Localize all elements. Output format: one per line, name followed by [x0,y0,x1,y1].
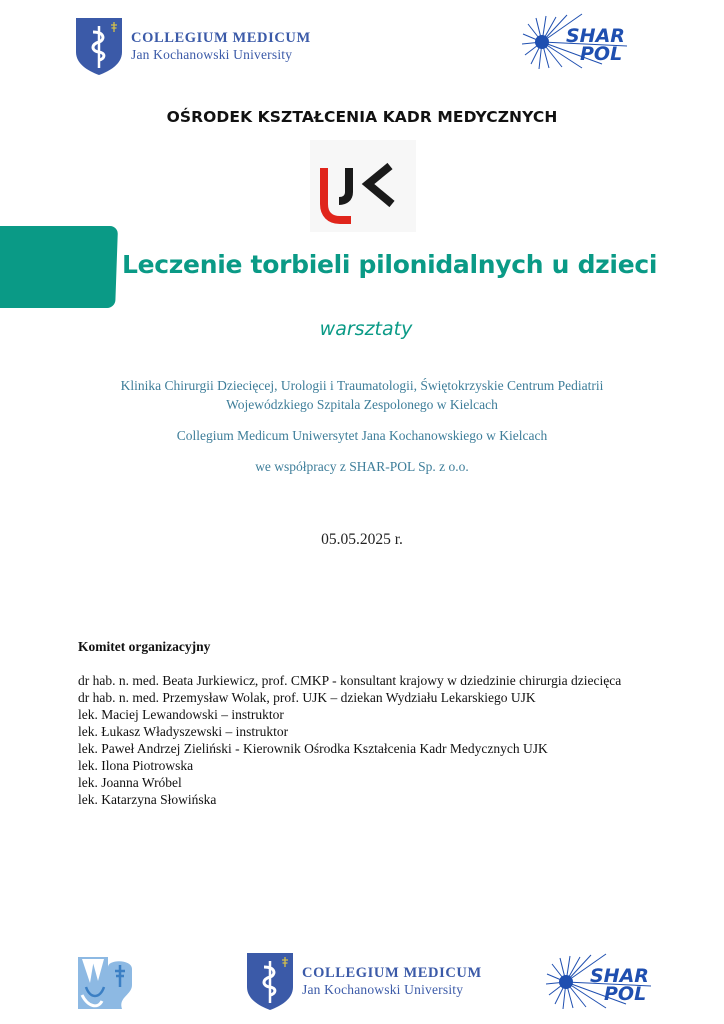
sharpol-text-2: POL [604,983,647,1005]
organizing-committee [78,638,678,808]
sharpol-text-1: SHAR [590,965,649,987]
sharpol-text-1: SHAR [566,25,625,47]
event-subtitle [0,318,724,340]
event-date: 05.05.2025 r. [321,531,403,548]
logo-title: COLLEGIUM MEDICUM [131,29,311,46]
caduceus-shield-icon [245,951,295,1011]
logo-title: COLLEGIUM MEDICUM [302,964,482,981]
ujk-logo [310,140,416,232]
decorative-teal-tab [0,226,118,308]
committee-heading: Komitet organizacyjny [78,639,211,654]
organizer-line-3: Collegium Medicum Uniwersytet Jana Kochanowskiego w Kielcach [176,428,548,443]
committee-member: lek. Katarzyna Słowińska [78,792,217,807]
sharpol-text-2: POL [580,43,623,65]
center-heading: OŚRODEK KSZTAŁCENIA KADR MEDYCZNYCH [166,108,558,126]
caduceus-shield-icon [74,16,124,76]
collegium-medicum-logo-top [74,16,311,76]
committee-member: lek. Paweł Andrzej Zieliński - Kierownik Ośrodka Kształcenia Kadr Medycznych UJK [78,741,548,756]
committee-member: dr hab. n. med. Beata Jurkiewicz, prof. CMKP - konsultant krajowy w dziedzinie chirurgia dziecięca [78,673,622,688]
committee-member: dr hab. n. med. Przemysław Wolak, prof. UJK – dziekan Wydziału Lekarskiego UJK [78,690,536,705]
committee-member: lek. Ilona Piotrowska [78,758,194,773]
organizer-line-2: Wojewódzkiego Szpitala Zespolonego w Kielcach [226,397,498,412]
sunburst-icon [546,952,656,1014]
logo-subtitle: Jan Kochanowski University [131,46,293,62]
ujk-logo-icon [310,140,416,232]
organizer-line-1: Klinika Chirurgii Dziecięcej, Urologii i Traumatologii, Świętokrzyskie Centrum Pediatrii [120,378,604,393]
committee-members-list [78,672,678,808]
committee-member: lek. Maciej Lewandowski – instruktor [78,707,284,722]
sharpol-logo-top [522,12,632,78]
wszz-hospital-logo-icon [78,955,136,1011]
committee-member: lek. Łukasz Władyszewski – instruktor [78,724,289,739]
organizer-line-4: we współpracy z SHAR-POL Sp. z o.o. [255,459,469,474]
committee-member: lek. Joanna Wróbel [78,775,182,790]
event-title: Leczenie torbieli pilonidalnych u dzieci [122,250,658,279]
hospital-logo-bottom [78,955,136,1011]
sunburst-icon [522,12,632,74]
collegium-medicum-logo-bottom [245,951,482,1011]
logo-subtitle: Jan Kochanowski University [302,981,464,997]
subtitle-text: warsztaty [319,318,413,340]
sharpol-logo-bottom [546,952,656,1018]
